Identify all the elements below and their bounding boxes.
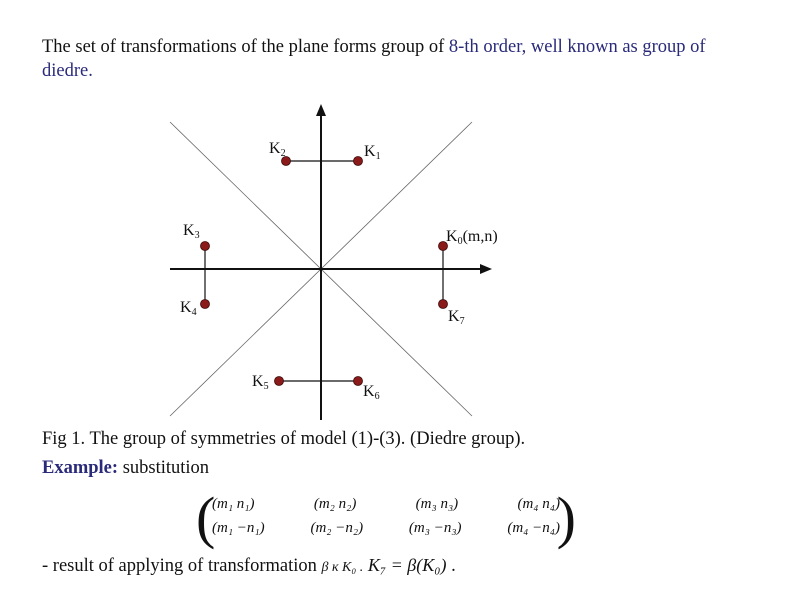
point-k4 xyxy=(201,300,210,309)
label-k4: $K_4$ xyxy=(180,299,197,318)
label-k5: $K_5$ xyxy=(252,373,269,392)
label-k1: $K_1$ xyxy=(364,143,381,162)
point-k6 xyxy=(354,377,363,386)
y-axis-arrow-icon xyxy=(316,104,326,116)
matrix-cell: (m₃ n₃) xyxy=(415,496,459,512)
matrix-row-2 xyxy=(212,520,560,537)
matrix-cell: (m₁ −n₁) xyxy=(212,520,265,536)
intro-line2: diedre. xyxy=(42,61,93,81)
figure-caption: Fig 1. The group of symmetries of model (1)-(3). (Diedre group). xyxy=(42,429,526,449)
intro-highlight: 8-th order, well known as group of xyxy=(448,37,706,57)
matrix-cell: (m₂ n₂) xyxy=(313,496,357,512)
result-text: - result of applying of transformation xyxy=(42,556,322,576)
substitution-matrix xyxy=(196,485,576,550)
point-k5 xyxy=(275,377,284,386)
matrix-cell: (m₄ −n₄) xyxy=(507,520,560,536)
matrix-row-1 xyxy=(212,496,560,513)
intro-text: The set of transformations of the plane forms group of xyxy=(42,37,449,57)
matrix-cell: (m₁ n₁) xyxy=(212,496,255,512)
matrix-right-paren: ) xyxy=(556,485,576,550)
x-axis-arrow-icon xyxy=(480,264,492,274)
label-k7: $K_7$ xyxy=(448,308,465,327)
example-text: substitution xyxy=(118,458,210,478)
example-label: Example: xyxy=(42,458,119,478)
point-k7 xyxy=(439,300,448,309)
matrix-cell: (m₃ −n₃) xyxy=(408,520,462,536)
example-line xyxy=(42,458,209,479)
label-k0: $K_0(m,n)$ xyxy=(446,228,498,247)
label-k2: $K_2$ xyxy=(269,140,286,159)
result-end: . xyxy=(446,556,456,576)
result-line xyxy=(42,555,456,577)
result-formula: K₇ = β(K₀) xyxy=(367,555,447,575)
label-k3: $K_3$ xyxy=(183,222,200,241)
result-symbol: β к K₀ . xyxy=(321,560,364,575)
matrix-cell: (m₄ n₄) xyxy=(517,496,560,512)
matrix-cell: (m₂ −n₂) xyxy=(310,520,364,536)
point-k3 xyxy=(201,242,210,251)
label-k6: $K_6$ xyxy=(363,383,380,402)
matrix-left-paren: ( xyxy=(196,485,216,550)
point-k1 xyxy=(354,157,363,166)
